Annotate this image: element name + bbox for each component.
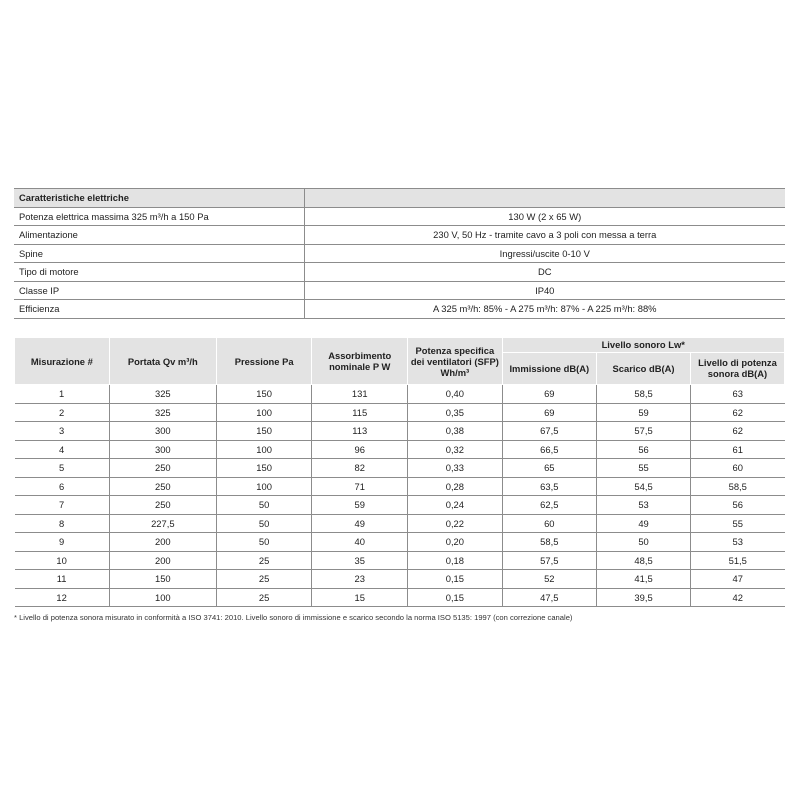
cell-scarico: 55	[597, 459, 691, 478]
cell-pressione: 25	[217, 570, 312, 589]
cell-immissione: 58,5	[502, 533, 597, 552]
cell-misurazione: 9	[15, 533, 110, 552]
cell-assorbimento: 40	[312, 533, 408, 552]
cell-misurazione: 2	[15, 403, 110, 422]
electrical-value: 230 V, 50 Hz - tramite cavo a 3 poli con messa a terra	[304, 226, 785, 245]
cell-scarico: 50	[597, 533, 691, 552]
cell-immissione: 67,5	[502, 422, 597, 441]
electrical-row	[14, 226, 785, 245]
table-row	[15, 440, 785, 459]
cell-misurazione: 6	[15, 477, 110, 496]
header-immissione: Immissione dB(A)	[502, 352, 597, 384]
cell-assorbimento: 82	[312, 459, 408, 478]
cell-assorbimento: 23	[312, 570, 408, 589]
electrical-row	[14, 300, 785, 319]
cell-misurazione: 4	[15, 440, 110, 459]
table-row	[15, 459, 785, 478]
electrical-header: Caratteristiche elettriche	[14, 189, 304, 208]
cell-assorbimento: 71	[312, 477, 408, 496]
cell-assorbimento: 49	[312, 514, 408, 533]
cell-scarico: 58,5	[597, 385, 691, 404]
cell-sfp: 0,15	[408, 570, 502, 589]
cell-misurazione: 5	[15, 459, 110, 478]
header-scarico: Scarico dB(A)	[597, 352, 691, 384]
electrical-label: Tipo di motore	[14, 263, 304, 282]
cell-portata: 100	[109, 588, 216, 607]
electrical-header-row	[14, 189, 785, 208]
cell-sfp: 0,38	[408, 422, 502, 441]
electrical-header-empty	[304, 189, 785, 208]
cell-potenza-sonora: 55	[690, 514, 784, 533]
electrical-row	[14, 207, 785, 226]
cell-sfp: 0,15	[408, 588, 502, 607]
electrical-label: Efficienza	[14, 300, 304, 319]
cell-pressione: 150	[217, 422, 312, 441]
cell-potenza-sonora: 60	[690, 459, 784, 478]
electrical-label: Potenza elettrica massima 325 m³/h a 150 Pa	[14, 207, 304, 226]
electrical-value: Ingressi/uscite 0-10 V	[304, 244, 785, 263]
cell-portata: 250	[109, 459, 216, 478]
electrical-value: DC	[304, 263, 785, 282]
electrical-value: IP40	[304, 281, 785, 300]
cell-immissione: 57,5	[502, 551, 597, 570]
cell-potenza-sonora: 53	[690, 533, 784, 552]
cell-portata: 300	[109, 422, 216, 441]
cell-potenza-sonora: 63	[690, 385, 784, 404]
electrical-value: A 325 m³/h: 85% - A 275 m³/h: 87% - A 225 m³/h: 88%	[304, 300, 785, 319]
cell-pressione: 50	[217, 514, 312, 533]
table-row	[15, 533, 785, 552]
cell-misurazione: 3	[15, 422, 110, 441]
cell-immissione: 60	[502, 514, 597, 533]
cell-potenza-sonora: 62	[690, 403, 784, 422]
cell-immissione: 66,5	[502, 440, 597, 459]
cell-immissione: 69	[502, 403, 597, 422]
table-row	[15, 551, 785, 570]
cell-misurazione: 12	[15, 588, 110, 607]
cell-scarico: 54,5	[597, 477, 691, 496]
header-misurazione: Misurazione #	[15, 338, 110, 385]
cell-sfp: 0,35	[408, 403, 502, 422]
cell-sfp: 0,18	[408, 551, 502, 570]
footnote: * Livello di potenza sonora misurato in conformità a ISO 3741: 2010. Livello sonoro di immissione e scarico secondo la norma ISO 5135: 1997 (con correzione canale)	[14, 613, 573, 622]
cell-sfp: 0,40	[408, 385, 502, 404]
cell-portata: 300	[109, 440, 216, 459]
cell-misurazione: 7	[15, 496, 110, 515]
cell-immissione: 63,5	[502, 477, 597, 496]
cell-immissione: 69	[502, 385, 597, 404]
table-row	[15, 422, 785, 441]
cell-assorbimento: 96	[312, 440, 408, 459]
cell-portata: 325	[109, 403, 216, 422]
cell-sfp: 0,22	[408, 514, 502, 533]
cell-scarico: 39,5	[597, 588, 691, 607]
electrical-label: Alimentazione	[14, 226, 304, 245]
cell-assorbimento: 131	[312, 385, 408, 404]
electrical-label: Spine	[14, 244, 304, 263]
cell-sfp: 0,20	[408, 533, 502, 552]
cell-portata: 200	[109, 551, 216, 570]
electrical-row	[14, 244, 785, 263]
table-row	[15, 514, 785, 533]
cell-pressione: 100	[217, 440, 312, 459]
cell-portata: 227,5	[109, 514, 216, 533]
table-row	[15, 570, 785, 589]
cell-immissione: 52	[502, 570, 597, 589]
table-row	[15, 496, 785, 515]
cell-pressione: 100	[217, 403, 312, 422]
cell-potenza-sonora: 47	[690, 570, 784, 589]
header-pressione: Pressione Pa	[217, 338, 312, 385]
cell-sfp: 0,28	[408, 477, 502, 496]
header-potenza-sonora: Livello di potenza sonora dB(A)	[690, 352, 784, 384]
cell-portata: 250	[109, 477, 216, 496]
cell-potenza-sonora: 58,5	[690, 477, 784, 496]
cell-sfp: 0,24	[408, 496, 502, 515]
header-assorbimento: Assorbimento nominale P W	[312, 338, 408, 385]
measurements-table	[14, 337, 785, 607]
cell-immissione: 47,5	[502, 588, 597, 607]
header-portata: Portata Qv m³/h	[109, 338, 216, 385]
cell-potenza-sonora: 61	[690, 440, 784, 459]
cell-immissione: 65	[502, 459, 597, 478]
cell-portata: 200	[109, 533, 216, 552]
cell-scarico: 53	[597, 496, 691, 515]
cell-misurazione: 11	[15, 570, 110, 589]
cell-scarico: 57,5	[597, 422, 691, 441]
cell-misurazione: 10	[15, 551, 110, 570]
cell-scarico: 56	[597, 440, 691, 459]
electrical-value: 130 W (2 x 65 W)	[304, 207, 785, 226]
cell-pressione: 50	[217, 533, 312, 552]
cell-scarico: 59	[597, 403, 691, 422]
cell-potenza-sonora: 62	[690, 422, 784, 441]
cell-immissione: 62,5	[502, 496, 597, 515]
cell-potenza-sonora: 56	[690, 496, 784, 515]
cell-portata: 250	[109, 496, 216, 515]
electrical-characteristics-table	[14, 188, 785, 319]
cell-scarico: 41,5	[597, 570, 691, 589]
cell-misurazione: 8	[15, 514, 110, 533]
header-sfp: Potenza specifica dei ventilatori (SFP) Wh/m³	[408, 338, 502, 385]
cell-pressione: 100	[217, 477, 312, 496]
cell-potenza-sonora: 51,5	[690, 551, 784, 570]
cell-assorbimento: 35	[312, 551, 408, 570]
cell-scarico: 49	[597, 514, 691, 533]
cell-assorbimento: 115	[312, 403, 408, 422]
table-row	[15, 403, 785, 422]
cell-pressione: 150	[217, 385, 312, 404]
cell-assorbimento: 15	[312, 588, 408, 607]
cell-potenza-sonora: 42	[690, 588, 784, 607]
cell-misurazione: 1	[15, 385, 110, 404]
cell-sfp: 0,33	[408, 459, 502, 478]
cell-portata: 325	[109, 385, 216, 404]
cell-sfp: 0,32	[408, 440, 502, 459]
electrical-label: Classe IP	[14, 281, 304, 300]
electrical-row	[14, 263, 785, 282]
cell-pressione: 25	[217, 551, 312, 570]
cell-assorbimento: 59	[312, 496, 408, 515]
electrical-row	[14, 281, 785, 300]
cell-assorbimento: 113	[312, 422, 408, 441]
cell-pressione: 25	[217, 588, 312, 607]
cell-pressione: 150	[217, 459, 312, 478]
header-livello-sonoro: Livello sonoro Lw*	[502, 338, 784, 353]
cell-pressione: 50	[217, 496, 312, 515]
table-row	[15, 385, 785, 404]
table-row	[15, 588, 785, 607]
cell-portata: 150	[109, 570, 216, 589]
cell-scarico: 48,5	[597, 551, 691, 570]
table-row	[15, 477, 785, 496]
